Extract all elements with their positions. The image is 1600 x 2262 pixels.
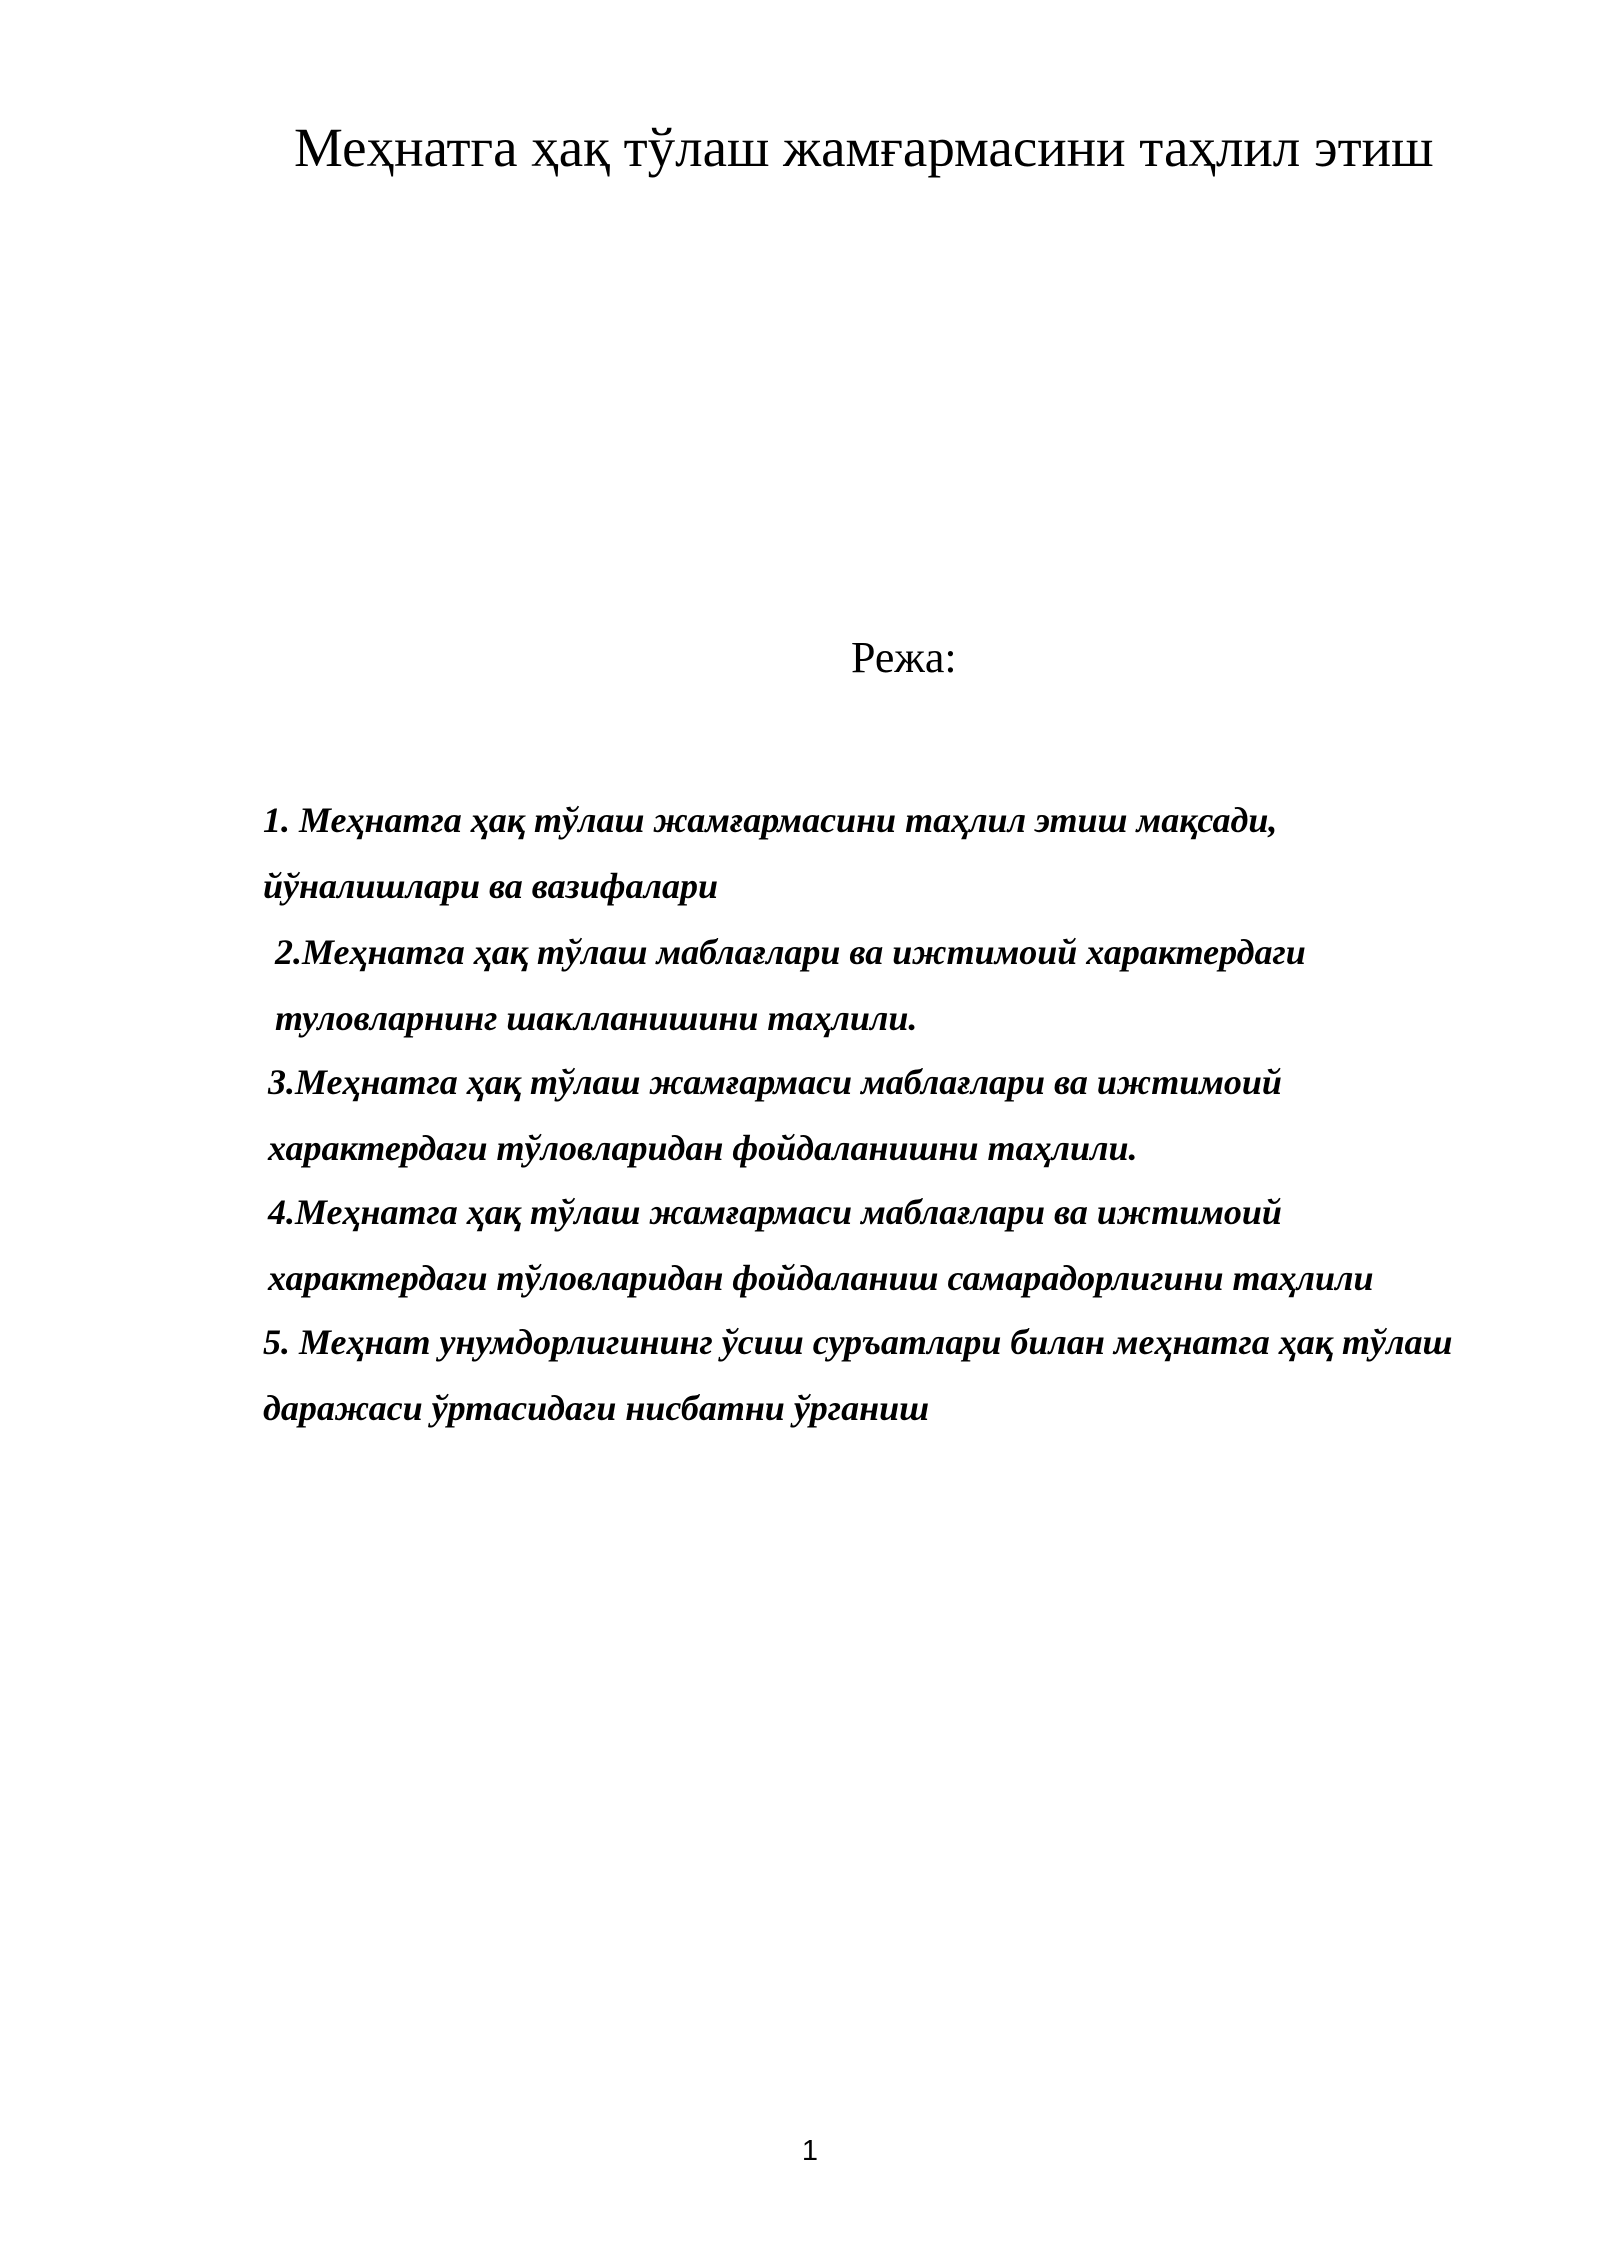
plan-item-5-line-1: 5. Меҳнат унумдорлигининг ўсиш суръатлари билан меҳнатга ҳақ тўлаш [263,1322,1453,1362]
plan-item-5-line-2: даражаси ўртасидаги нисбатни ўрганиш [263,1388,930,1428]
plan-heading: Режа: [851,633,957,682]
page-number: 1 [801,2135,819,2167]
plan-item-1-line-1: 1. Меҳнатга ҳақ тўлаш жамғармасини таҳлил этиш мақсади, [263,800,1278,840]
plan-item-2-line-1: 2.Меҳнатга ҳақ тўлаш маблағлари ва ижтимоий характердаги [275,932,1306,972]
plan-item-4-line-2: характердаги тўловларидан фойдаланиш самарадорлигини таҳлили [268,1258,1374,1298]
plan-item-4-line-1: 4.Меҳнатга ҳақ тўлаш жамғармаси маблағлари ва ижтимоий [268,1192,1282,1232]
plan-item-3-line-2: характердаги тўловларидан фойдаланишни таҳлили. [268,1128,1138,1168]
plan-item-1-line-2: йўналишлари ва вазифалари [263,866,718,906]
plan-item-3-line-1: 3.Меҳнатга ҳақ тўлаш жамғармаси маблағлари ва ижтимоий [268,1062,1282,1102]
document-title: Меҳнатга ҳақ тўлаш жамғармасини таҳлил этиш [294,117,1434,178]
plan-item-2-line-2: туловларнинг шаклланишини таҳлили. [275,998,918,1038]
